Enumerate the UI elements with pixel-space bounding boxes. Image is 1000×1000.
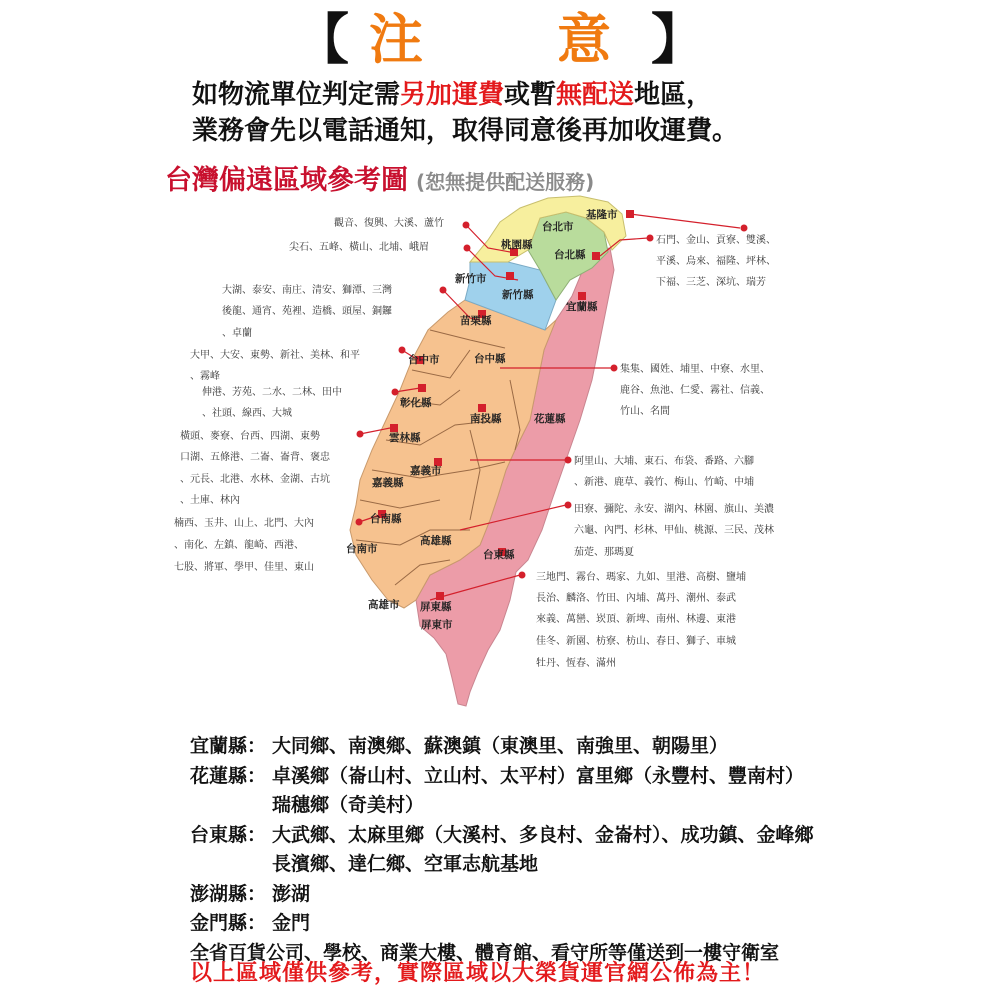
pingtung-marker [436,592,444,600]
title-text: 注 意 [369,8,651,71]
callout-dot [464,245,471,252]
changhua-marker [418,384,426,392]
callout-dot [741,225,748,232]
region-label-taichung-city: 台中市 [408,354,440,366]
region-label-yunlin: 雲林縣 [389,432,421,444]
callout-right-1-line-3: 下福、三芝、深坑、瑞芳 [656,277,766,288]
building-delivery-note: 全省百貨公司、學校、商業大樓、體育館、看守所等僅送到一樓守衛室 [190,941,780,964]
callout-left-6-line-3: 、元長、北港、水林、金湖、古坑 [180,474,330,485]
callout-left-1-line-1: 觀音、復興、大溪、蘆竹 [334,218,444,229]
callout-dot [357,431,364,438]
region-label-hsinchu-city: 新竹市 [455,273,487,285]
region-label-chiayi-county: 嘉義縣 [372,477,404,489]
region-label-pingtung-county: 屏東縣 [420,601,452,613]
callout-right-4-line-2: 六龜、內門、杉林、甲仙、桃源、三民、茂林 [574,525,774,536]
list-item-yilan [190,732,814,762]
title-bracket-open: 【 [295,8,349,71]
callout-left-7-line-1: 楠西、玉井、山上、北門、大內 [174,518,314,529]
county-label: 花蓮縣： [190,764,267,787]
yunlin-marker [390,424,398,432]
callout-right-4-line-3: 茄萣、那瑪夏 [574,547,634,558]
notice-highlight-no-delivery: 無配送 [556,80,635,110]
region-label-pingtung-city: 屏東市 [421,619,453,631]
county-label: 金門縣： [190,912,267,934]
county-label: 宜蘭縣： [190,735,267,757]
county-areas-continued: 瑞穗鄉（奇美村） [272,794,425,816]
notice-highlight-extra-fee: 另加運費 [400,80,505,110]
callout-dot [399,347,406,354]
county-areas-continued: 長濱鄉、達仁鄉、空軍志航基地 [272,853,539,875]
region-label-hualien: 花蓮縣 [534,413,566,425]
callout-right-5-line-5: 牡丹、恆春、滿州 [536,658,616,669]
reference-disclaimer: 以上區域僅供參考，實際區域以大榮貨運官網公佈為主！ [190,961,766,986]
callout-dot [565,502,572,509]
keelung-marker [626,210,634,218]
callout-right-1-line-1: 石門、金山、貢寮、雙溪、 [656,235,776,246]
callout-dot [519,572,526,579]
county-areas: 澎湖 [272,882,311,905]
list-item-taitung [190,821,814,851]
region-label-tainan-city: 台南市 [346,543,378,555]
notice-text: 如物流單位判定需 [192,80,401,110]
region-label-tainan-county: 台南縣 [370,513,402,525]
region-label-keelung: 基隆市 [586,209,618,221]
callout-left-7-line-2: 、南化、左鎮、龍崎、西港、 [174,540,304,551]
callout-dot [356,519,363,526]
notice-text: 地區， [634,80,713,110]
county-areas: 金門 [272,912,311,934]
region-label-nantou: 南投縣 [470,413,502,425]
region-label-taichung-county: 台中縣 [474,353,506,365]
callout-left-5-line-1: 伸港、芳苑、二水、二林、田中 [202,387,342,398]
callout-right-3-line-2: 、新港、鹿草、義竹、梅山、竹崎、中埔 [574,477,754,488]
county-areas: 大武鄉、太麻里鄉（大溪村、多良村、金崙村）、成功鎮、金峰鄉 [272,823,814,846]
callout-left-3-line-3: 、卓蘭 [222,328,252,339]
callout-left-6-line-4: 、土庫、林內 [180,495,240,506]
yilan-marker [578,292,586,300]
callout-right-2-line-2: 鹿谷、魚池、仁愛、霧社、信義、 [620,385,770,396]
callout-right-1-line-2: 平溪、烏來、福隆、坪林、 [656,256,776,267]
map-title: 台灣偏遠區域參考圖 [165,165,408,196]
taipei-county-marker [592,252,600,260]
callout-right-5-line-1: 三地門、霧台、瑪家、九如、里港、高樹、鹽埔 [536,572,746,583]
region-label-taipei-city: 台北市 [542,221,574,233]
callout-left-6-line-1: 橫頭、麥寮、台西、四湖、東勢 [180,431,320,442]
region-label-kaohsiung-county: 高雄縣 [420,535,452,547]
callout-dot [611,365,618,372]
callout-right-2-line-3: 竹山、名間 [620,406,670,417]
region-label-taipei-county: 台北縣 [554,249,586,261]
callout-right-5-line-2: 長治、麟洛、竹田、內埔、萬丹、潮州、泰武 [536,593,736,604]
list-item-hualien [190,762,814,792]
county-label: 澎湖縣： [190,882,267,905]
callout-right-5-line-3: 來義、萬巒、崁頂、新埤、南州、林邊、東港 [536,614,736,625]
list-item-penghu [190,880,814,910]
region-label-chiayi-city: 嘉義市 [410,465,442,477]
region-label-yilan: 宜蘭縣 [566,301,598,313]
map-subtitle: (恕無提供配送服務) [416,170,595,194]
notice-text: 或暫 [504,80,557,110]
callout-left-5-line-2: 、社頭、線西、大城 [202,408,292,419]
callout-left-2-line-1: 尖石、五峰、橫山、北埔、峨眉 [289,242,429,253]
region-label-miaoli: 苗栗縣 [460,315,492,327]
region-label-taitung: 台東縣 [483,549,515,561]
county-label: 台東縣： [190,823,267,846]
hsinchu-city-marker [506,272,514,280]
callout-left-7-line-3: 七股、將軍、學甲、佳里、東山 [174,562,314,573]
callout-left-3-line-1: 大湖、泰安、南庄、清安、獅潭、三灣 [222,285,392,296]
callout-dot [565,457,572,464]
callout-dot [440,287,447,294]
notice-line-2: 業務會先以電話通知，取得同意後再加收運費。 [192,116,739,146]
callout-dot [647,235,654,242]
callout-right-2-line-1: 集集、國姓、埔里、中寮、水里、 [620,364,770,375]
region-label-hsinchu-county: 新竹縣 [502,289,534,301]
callout-dot [392,389,399,396]
region-label-taoyuan: 桃園縣 [501,239,533,251]
callout-right-5-line-4: 佳冬、新園、枋寮、枋山、春日、獅子、車城 [536,636,736,647]
callout-right-3-line-1: 阿里山、大埔、東石、布袋、番路、六腳 [574,456,754,467]
callout-left-4-line-1: 大甲、大安、東勢、新社、美林、和平 [190,350,360,361]
region-label-changhua: 彰化縣 [400,397,432,409]
callout-right-4-line-1: 田寮、彌陀、永安、湖內、林園、旗山、美濃 [574,504,774,515]
region-label-kaohsiung-city: 高雄市 [368,599,400,611]
title-bracket-close: 】 [651,8,705,71]
county-areas: 卓溪鄉（崙山村、立山村、太平村）富里鄉（永豐村、豐南村） [272,764,805,787]
callout-left-4-line-2: 、霧峰 [190,371,220,382]
nantou-marker [478,404,486,412]
remote-area-list [190,732,814,968]
list-item-kinmen [190,909,814,939]
callout-left-3-line-2: 後龍、通宵、苑裡、造橋、頭屋、銅鑼 [222,306,392,317]
callout-left-6-line-2: 口湖、五條港、二崙、崙背、褒忠 [180,452,330,463]
county-areas: 大同鄉、南澳鄉、蘇澳鎮（東澳里、南強里、朝陽里） [272,735,729,757]
callout-dot [463,222,470,229]
